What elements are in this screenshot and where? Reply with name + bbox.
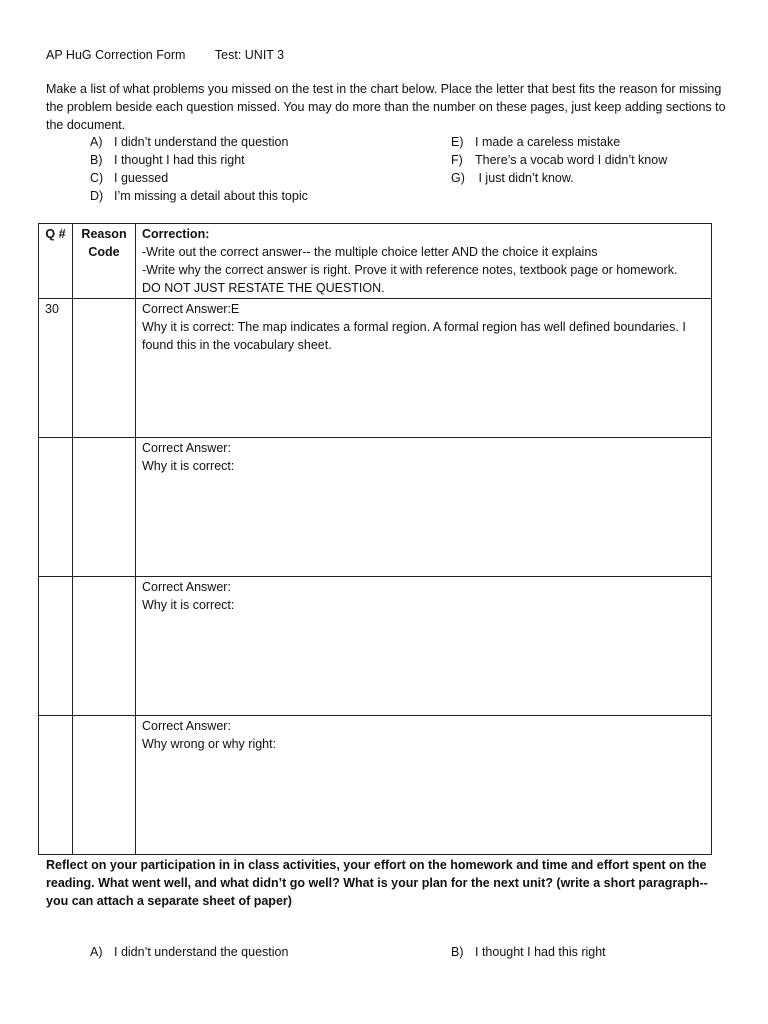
form-title: AP HuG Correction Form — [46, 48, 186, 62]
header-correction-line-2: -Write why the correct answer is right. Prove it with reference notes, textbook page or homework. — [142, 263, 678, 277]
footer-code-a: A) I didn’t understand the question — [90, 945, 289, 959]
question-number-cell[interactable] — [39, 577, 73, 716]
header-question-number: Q # — [39, 224, 73, 299]
question-number-cell[interactable] — [39, 438, 73, 577]
reason-code-c: C) I guessed — [90, 171, 169, 185]
table-row — [39, 577, 712, 716]
reason-code-cell[interactable] — [73, 438, 136, 577]
table-row — [39, 438, 712, 577]
reason-code-e: E) I made a careless mistake — [451, 135, 621, 149]
why-correct-line: Why it is correct: — [142, 598, 235, 612]
reason-code-g: G) I just didn’t know. — [451, 171, 574, 185]
reason-code-cell[interactable] — [73, 299, 136, 438]
reason-code-f: F) There’s a vocab word I didn’t know — [451, 153, 668, 167]
correct-answer-line: Correct Answer:E — [142, 302, 240, 316]
correction-cell[interactable] — [136, 577, 712, 716]
reason-code-b: B) I thought I had this right — [90, 153, 245, 167]
table-row — [39, 716, 712, 855]
header-correction — [136, 224, 712, 299]
header-correction-line-3: DO NOT JUST RESTATE THE QUESTION. — [142, 281, 385, 295]
reason-code-cell[interactable] — [73, 716, 136, 855]
why-correct-line: Why it is correct: The map indicates a formal region. A formal region has well defined boundaries. I found this in the vocabulary sheet. — [142, 320, 686, 352]
header-reason-code: Reason Code — [73, 224, 136, 299]
question-number-cell[interactable] — [39, 716, 73, 855]
test-label: Test: UNIT 3 — [214, 48, 285, 62]
footer-code-b: B) I thought I had this right — [451, 945, 606, 959]
instructions-paragraph: Make a list of what problems you missed on the test in the chart below. Place the letter that best fits the reason for missing the problem beside each question missed. You may do more than the number on these pages, just keep adding sections to the document. — [46, 82, 726, 132]
question-number-cell[interactable]: 30 — [39, 299, 73, 438]
corrections-table — [38, 223, 712, 855]
correct-answer-line: Correct Answer: — [142, 580, 231, 594]
correction-cell[interactable] — [136, 438, 712, 577]
reason-code-d: D) I’m missing a detail about this topic — [90, 189, 308, 203]
table-header-row — [39, 224, 712, 299]
why-correct-line: Why it is correct: — [142, 459, 235, 473]
correct-answer-line: Correct Answer: — [142, 719, 231, 733]
correction-cell[interactable] — [136, 299, 712, 438]
header-correction-title: Correction: — [142, 227, 210, 241]
correct-answer-line: Correct Answer: — [142, 441, 231, 455]
reason-code-cell[interactable] — [73, 577, 136, 716]
table-row — [39, 299, 712, 438]
header-correction-line-1: -Write out the correct answer-- the multiple choice letter AND the choice it explains — [142, 245, 598, 259]
correction-cell[interactable] — [136, 716, 712, 855]
form-header — [46, 46, 284, 64]
reflection-prompt: Reflect on your participation in in class activities, your effort on the homework and time and effort spent on the reading. What went well, and what didn’t go well? What is your plan for the next unit? (write a short paragraph-- you can attach a separate sheet of paper) — [46, 858, 708, 908]
reason-code-a: A) I didn’t understand the question — [90, 135, 289, 149]
why-correct-line: Why wrong or why right: — [142, 737, 277, 751]
